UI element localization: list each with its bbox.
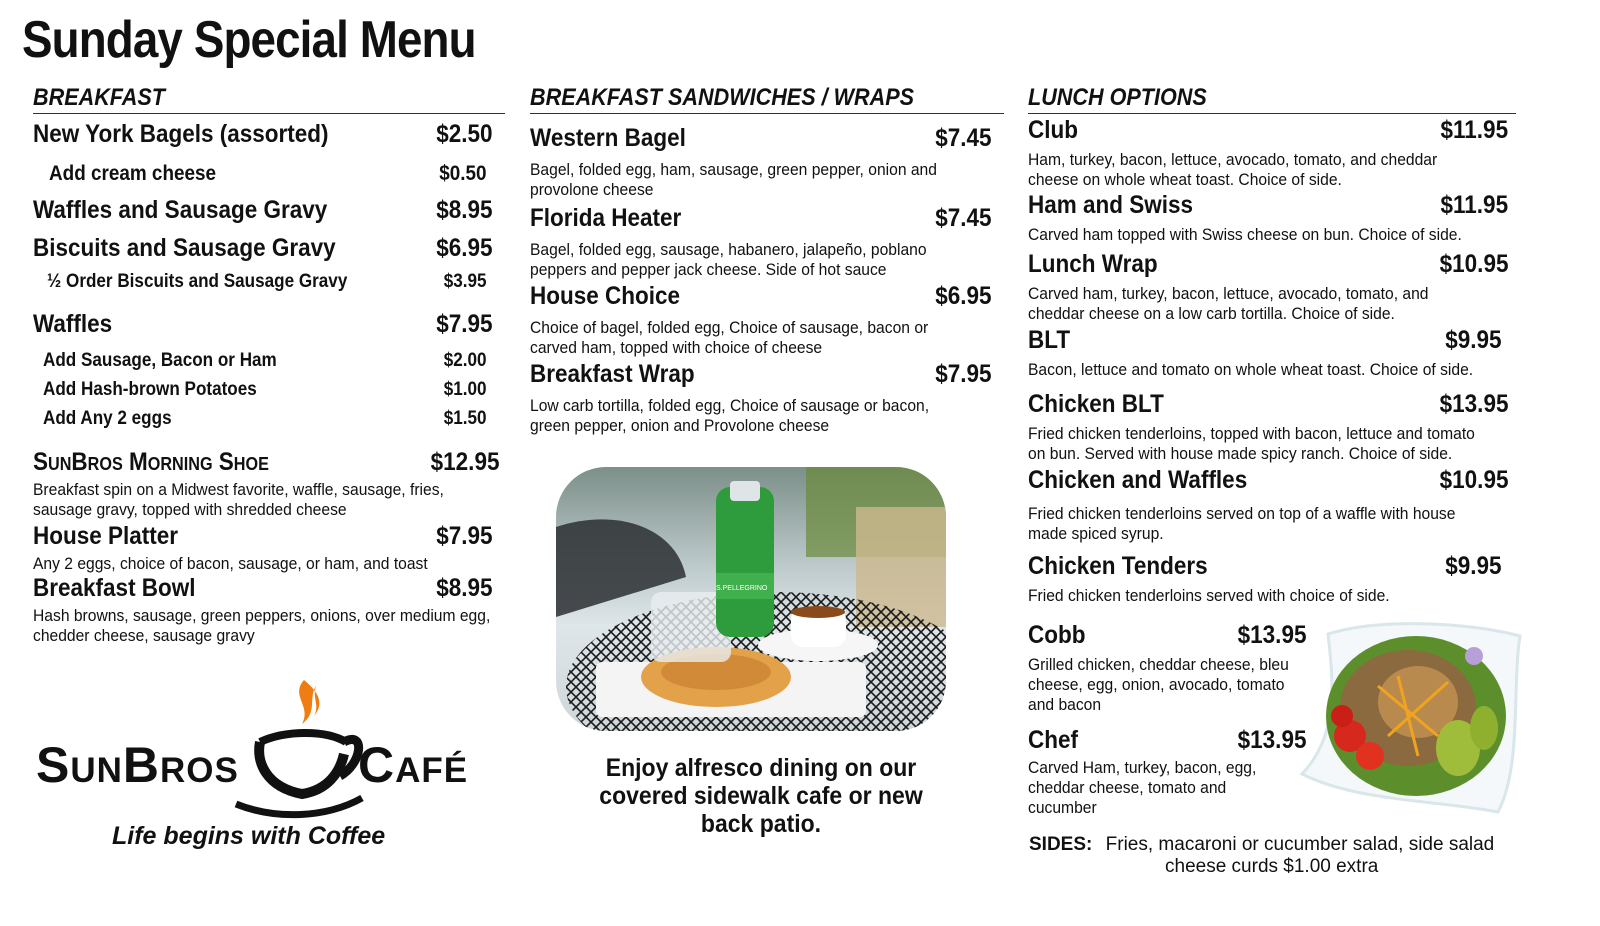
item-description: Carved ham, turkey, bacon, lettuce, avocado, tomato, and cheddar cheese on a low carb tortilla. Choice of side. — [1028, 284, 1429, 323]
logo-tagline: Life begins with Coffee — [112, 822, 386, 850]
logo-name-left: SunBros — [36, 737, 239, 793]
item-price: $13.95 — [1237, 726, 1306, 754]
item-price: $6.95 — [935, 282, 992, 310]
sandwich-items — [530, 124, 992, 454]
item-description: Bacon, lettuce and tomato on whole wheat toast. Choice of side. — [1028, 360, 1474, 379]
breakfast-items — [33, 120, 499, 660]
item-price: $6.95 — [436, 234, 493, 262]
page-title: Sunday Special Menu — [22, 11, 476, 69]
sides-text: Fries, macaroni or cucumber salad, side salad — [1105, 834, 1495, 855]
item-price: $13.95 — [1439, 390, 1508, 418]
sandwiches-column — [530, 84, 1004, 114]
item-name: New York Bagels (assorted) — [33, 120, 329, 148]
item-name: Biscuits and Sausage Gravy — [33, 234, 336, 262]
logo-name-right: Café — [358, 737, 469, 793]
item-price: $7.95 — [436, 522, 493, 550]
item-price: $2.50 — [436, 120, 493, 148]
item-description: Bagel, folded egg, ham, sausage, green pepper, onion and provolone cheese — [530, 160, 937, 199]
item-name: Ham and Swiss — [1028, 191, 1194, 219]
salad-photo — [1298, 616, 1528, 816]
item-price: $8.95 — [436, 574, 493, 602]
patio-caption: Enjoy alfresco dining on our covered sidewalk cafe or new back patio. — [599, 754, 923, 838]
item-price: $10.95 — [1439, 466, 1508, 494]
sides-extra: cheese curds $1.00 extra — [1165, 856, 1379, 877]
sides-label: SIDES: — [1029, 834, 1093, 855]
item-price: $1.50 — [444, 408, 487, 429]
item-price: $7.45 — [935, 124, 992, 152]
item-price: $9.95 — [1445, 326, 1502, 354]
item-price: $9.95 — [1445, 552, 1502, 580]
item-name: Western Bagel — [530, 124, 686, 152]
item-description: Fried chicken tenderloins served on top of a waffle with house made spiced syrup. — [1028, 504, 1456, 543]
item-price: $1.00 — [444, 379, 487, 400]
lunch-header: LUNCH OPTIONS — [1028, 84, 1516, 114]
item-description: Carved Ham, turkey, bacon, egg, cheddar cheese, tomato and cucumber — [1028, 758, 1257, 817]
item-price: $3.95 — [444, 271, 487, 292]
item-name: Chicken Tenders — [1028, 552, 1208, 580]
lunch-column — [1028, 84, 1516, 114]
item-name: BLT — [1028, 326, 1071, 354]
item-description: Carved ham topped with Swiss cheese on bun. Choice of side. — [1028, 225, 1462, 244]
item-name: Florida Heater — [530, 204, 682, 232]
item-name: Waffles — [33, 310, 113, 338]
item-name: ½ Order Biscuits and Sausage Gravy — [47, 271, 348, 292]
breakfast-header: BREAKFAST — [33, 84, 505, 114]
coffee-cup-icon — [216, 672, 376, 822]
item-description: Breakfast spin on a Midwest favorite, waffle, sausage, fries, sausage gravy, topped with shredded cheese — [33, 480, 444, 519]
patio-table-icon — [556, 467, 946, 731]
item-description: Ham, turkey, bacon, lettuce, avocado, tomato, and cheddar cheese on whole wheat toast. Choice of side. — [1028, 150, 1438, 189]
item-name: House Choice — [530, 282, 681, 310]
item-name: House Platter — [33, 522, 179, 550]
item-price: $11.95 — [1440, 191, 1508, 219]
item-price: $0.50 — [439, 162, 487, 185]
item-price: $7.95 — [935, 360, 992, 388]
item-description: Any 2 eggs, choice of bacon, sausage, or ham, and toast — [33, 554, 428, 573]
item-description: Fried chicken tenderloins served with choice of side. — [1028, 586, 1390, 605]
item-name: Breakfast Bowl — [33, 574, 196, 602]
item-name: Chicken BLT — [1028, 390, 1164, 418]
sandwiches-header: BREAKFAST SANDWICHES / WRAPS — [530, 84, 1004, 114]
item-price: $13.95 — [1237, 621, 1306, 649]
item-price: $8.95 — [436, 196, 493, 224]
sides-section — [1029, 834, 1549, 878]
item-name: SunBros Morning Shoe — [33, 448, 269, 476]
item-name: Breakfast Wrap — [530, 360, 695, 388]
item-name: Chef — [1028, 726, 1079, 754]
item-description: Hash browns, sausage, green peppers, onions, over medium egg, chedder cheese, sausage gravy — [33, 606, 491, 645]
item-name: Club — [1028, 116, 1078, 144]
patio-photo — [556, 467, 946, 731]
breakfast-column — [33, 84, 505, 114]
item-name: Add Sausage, Bacon or Ham — [43, 350, 277, 371]
bottle-label: S.PELLEGRINO — [716, 585, 768, 592]
item-price: $7.45 — [935, 204, 992, 232]
item-price: $12.95 — [430, 448, 499, 476]
item-description: Grilled chicken, cheddar cheese, bleu cheese, egg, onion, avocado, tomato and bacon — [1028, 655, 1289, 714]
item-name: Waffles and Sausage Gravy — [33, 196, 328, 224]
item-price: $10.95 — [1439, 250, 1508, 278]
item-price: $11.95 — [1440, 116, 1508, 144]
item-name: Add cream cheese — [49, 162, 217, 185]
item-price: $7.95 — [436, 310, 493, 338]
item-name: Add Any 2 eggs — [43, 408, 172, 429]
item-description: Choice of bagel, folded egg, Choice of sausage, bacon or carved ham, topped with choice of cheese — [530, 318, 929, 357]
item-description: Low carb tortilla, folded egg, Choice of sausage or bacon, green pepper, onion and Provolone cheese — [530, 396, 930, 435]
item-price: $2.00 — [444, 350, 487, 371]
item-name: Add Hash-brown Potatoes — [43, 379, 257, 400]
item-name: Cobb — [1028, 621, 1086, 649]
cafe-logo — [36, 672, 486, 862]
item-name: Chicken and Waffles — [1028, 466, 1248, 494]
item-description: Bagel, folded egg, sausage, habanero, jalapeño, poblano peppers and pepper jack cheese. Side of hot sauce — [530, 240, 927, 279]
item-description: Fried chicken tenderloins, topped with bacon, lettuce and tomato on bun. Served with house made spicy ranch. Choice of side. — [1028, 424, 1475, 463]
item-name: Lunch Wrap — [1028, 250, 1158, 278]
